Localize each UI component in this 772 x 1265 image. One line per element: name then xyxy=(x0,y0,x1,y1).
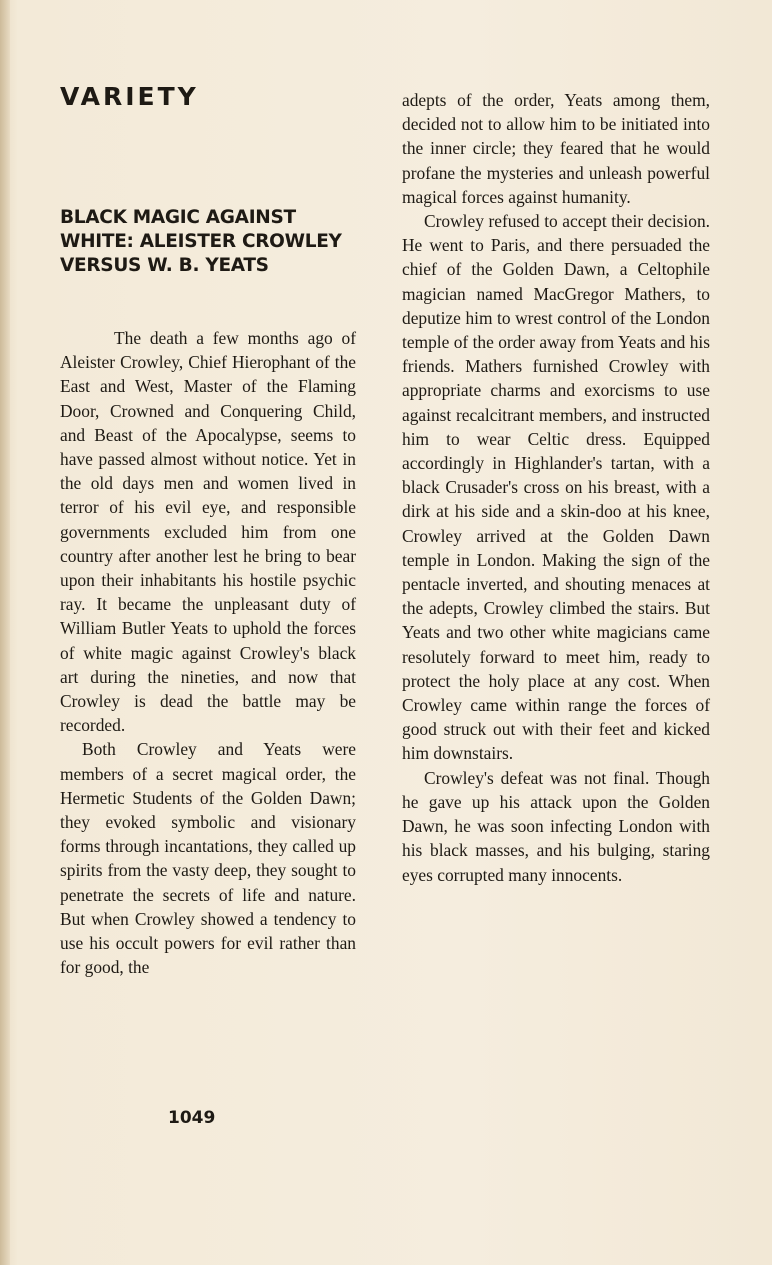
body-paragraph: The death a few months ago of Aleister Crowley, Chief Hierophant of the East and West, Master of the Flaming Door, Crowned and Conquering Child, and Beast of the Apocalypse, seems to have passed almost without notice. Yet in the old days men and women lived in terror of his evil eye, and responsible governments excluded him from one country after another lest he bring to bear upon their inhabitants his hostile psychic ray. It became the unpleasant duty of William Butler Yeats to uphold the forces of white magic against Crowley's black art during the nineties, and now that Crowley is dead the battle may be recorded. xyxy=(60,328,356,736)
section-heading: VARIETY xyxy=(60,82,199,111)
article-title xyxy=(60,206,360,278)
article-title-line: VERSUS W. B. YEATS xyxy=(60,255,269,276)
body-paragraph: adepts of the order, Yeats among them, decided not to allow him to be initiated into the inner circle; they feared that he would profane the mysteries and unleash powerful magical forces against humanity. xyxy=(402,90,710,207)
left-column xyxy=(60,326,356,979)
body-paragraph: Both Crowley and Yeats were members of a secret magical order, the Hermetic Students of the Golden Dawn; they evoked symbolic and visionary forms through incantations, they called up spirits from the vasty deep, they sought to penetrate the secrets of life and nature. But when Crowley showed a tendency to use his occult powers for evil rather than for good, the xyxy=(60,739,356,978)
body-paragraph: Crowley's defeat was not final. Though he gave up his attack upon the Golden Dawn, he was soon infecting London with his black masses, and his bulging, staring eyes corrupted many innocents. xyxy=(402,767,710,885)
page-binding-edge xyxy=(0,0,10,1265)
body-paragraph: Crowley refused to accept their decision. He went to Paris, and there persuaded the chief of the Golden Dawn, a Celtophile magician named MacGregor Mathers, to deputize him to wrest control of the London temple of the order away from Yeats and his friends. Mathers furnished Crowley with appropriate charms and exorcisms to use against recalcitrant members, and instructed him to wear Celtic dress. Equipped accordingly in Highlander's tartan, with a black Crusader's cross on his breast, with a dirk at his side and a skin-doo at his knee, Crowley arrived at the Golden Dawn temple in London. Making the sign of the pentacle inverted, and shouting menaces at the adepts, Crowley climbed the stairs. But Yeats and two other white magicians came resolutely forward to meet him, ready to protect the holy place at any cost. When Crowley came within range the forces of good struck out with their feet and kicked him downstairs. xyxy=(402,211,710,764)
right-column xyxy=(402,88,710,887)
page-number: 1049 xyxy=(168,1108,216,1128)
article-title-line: BLACK MAGIC AGAINST xyxy=(60,207,296,228)
article-title-line: WHITE: ALEISTER CROWLEY xyxy=(60,231,342,252)
